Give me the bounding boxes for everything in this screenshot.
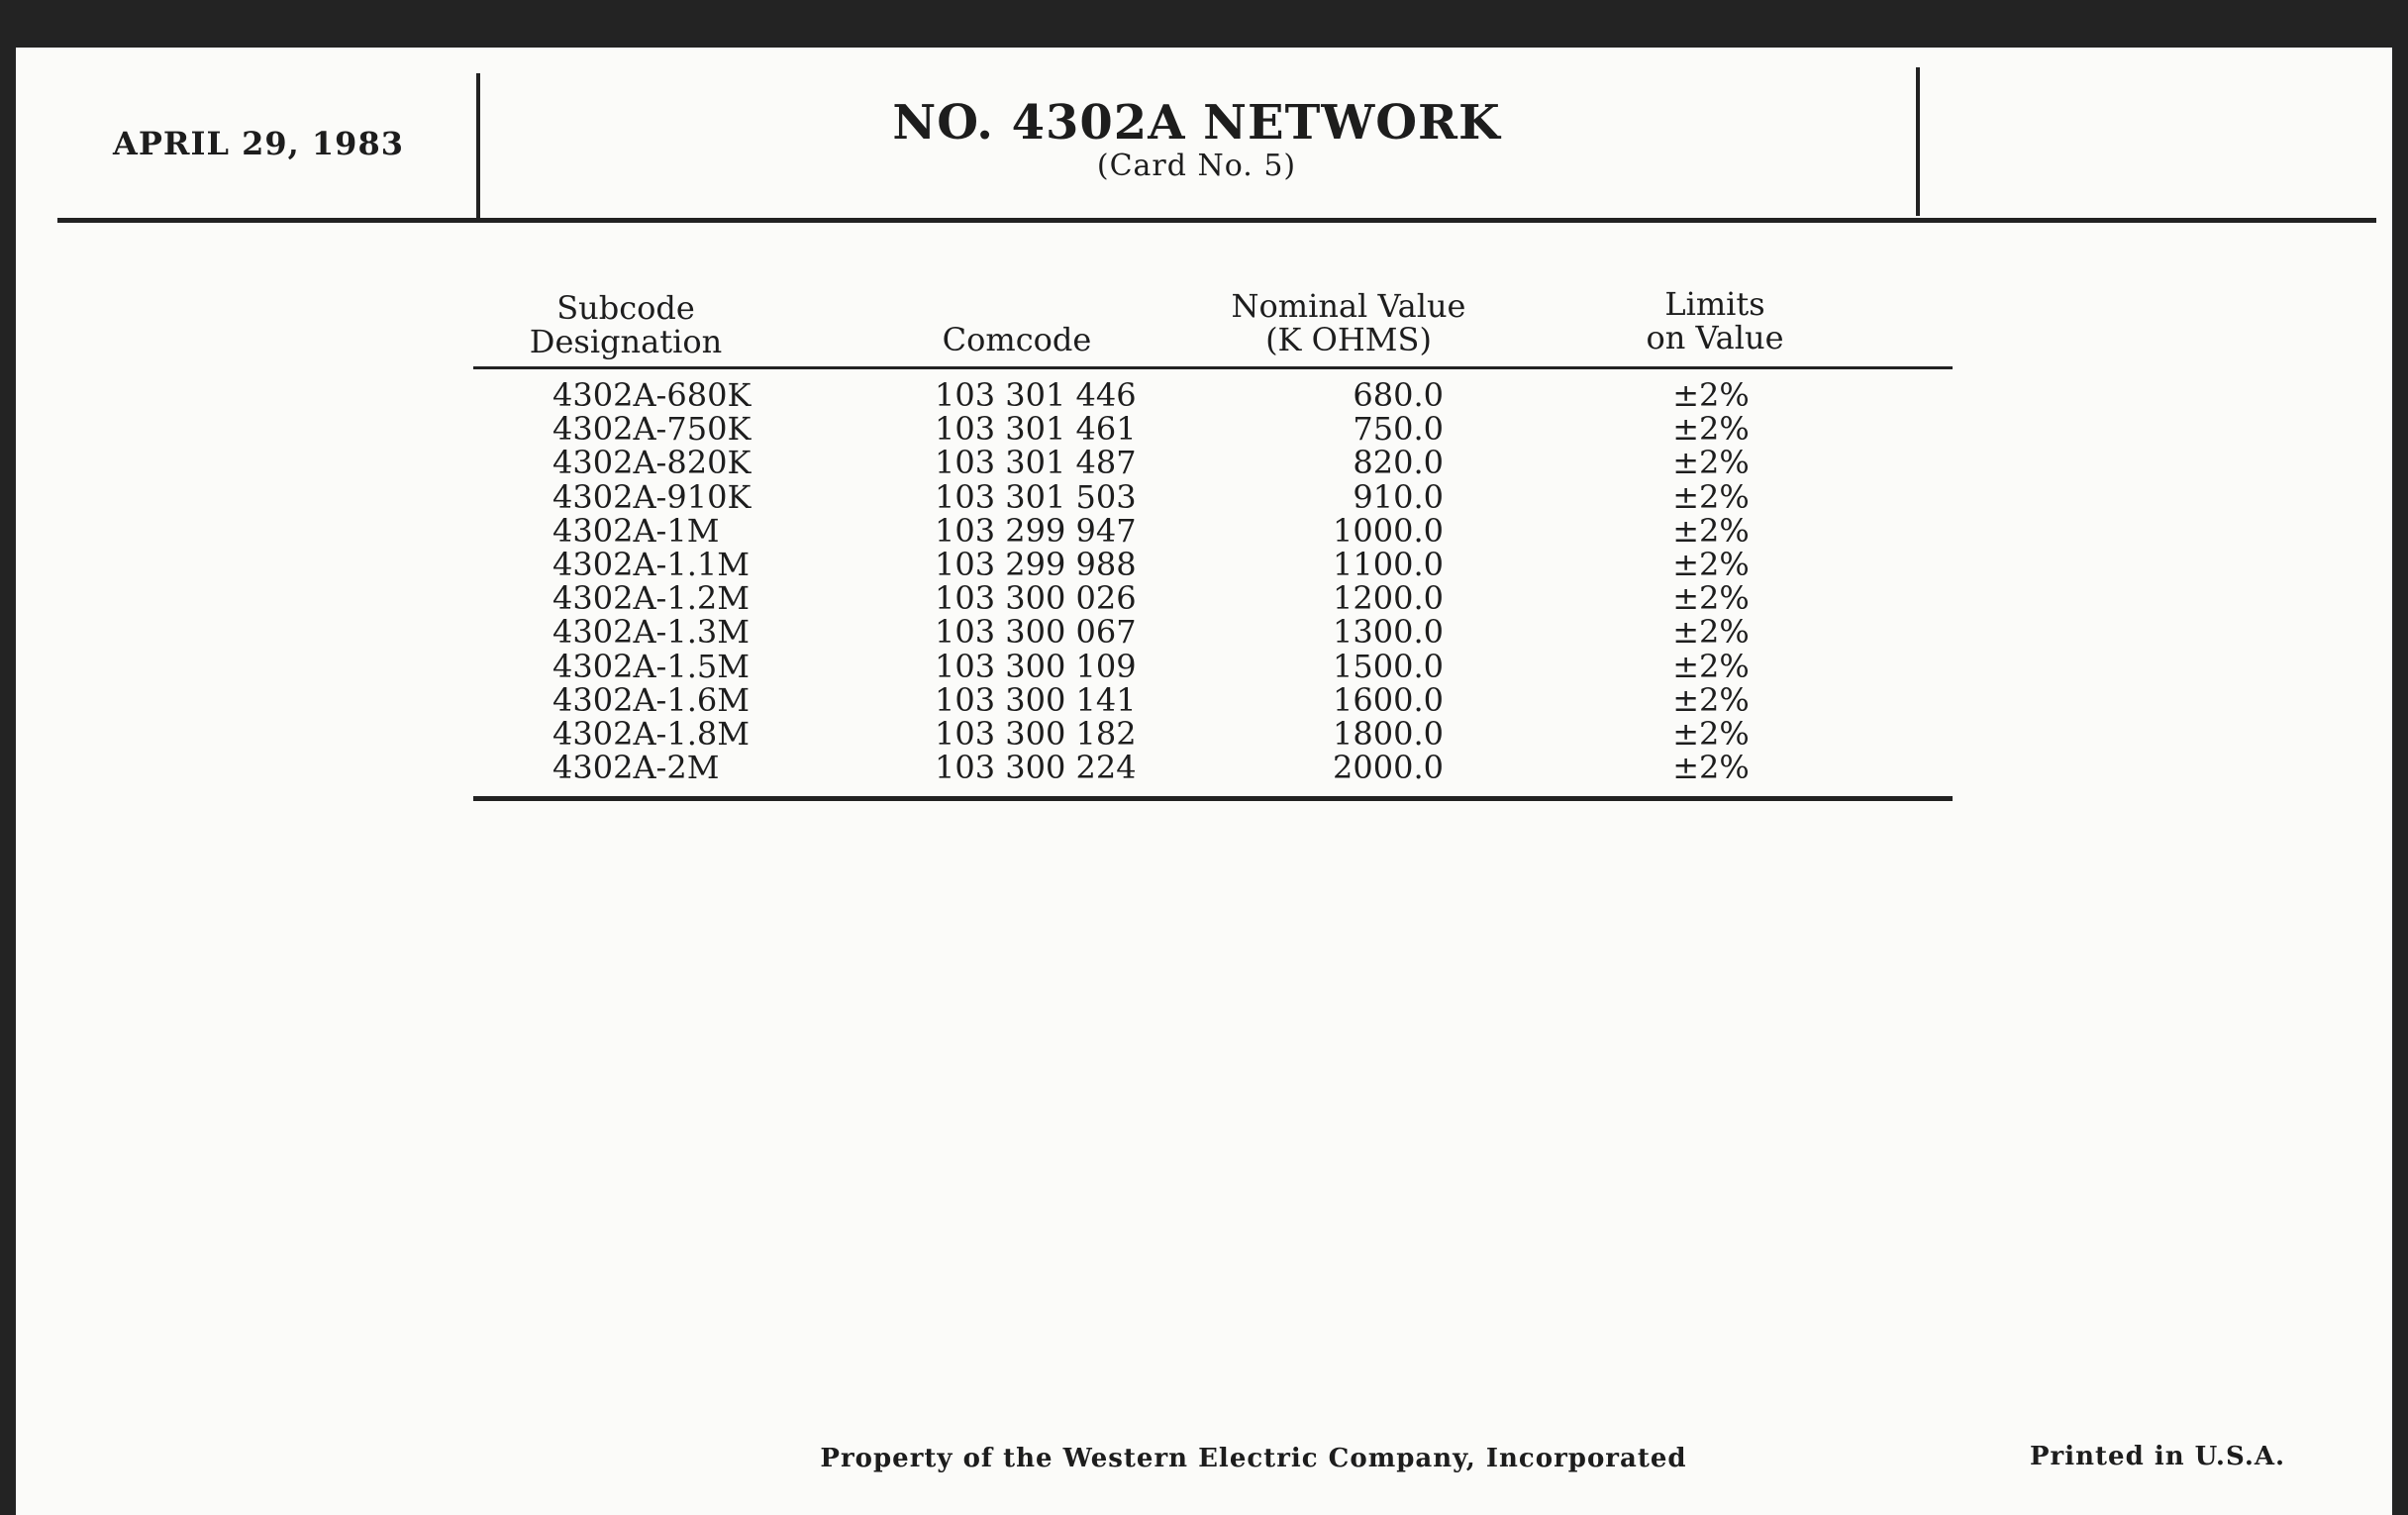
- table-row: [473, 545, 1953, 583]
- cell-limit: ±2%: [1672, 680, 1750, 719]
- table-body: [473, 376, 1953, 787]
- table-row: [473, 410, 1953, 449]
- document-card: [16, 48, 2392, 1515]
- cell-comcode: 103 300 109: [935, 647, 1137, 685]
- cell-comcode: 103 300 026: [935, 579, 1137, 618]
- cell-nominal: 1300.0: [1333, 613, 1444, 652]
- issue-date: APRIL 29, 1983: [113, 125, 404, 162]
- cell-comcode: 103 299 988: [935, 545, 1137, 583]
- cell-nominal: 820.0: [1353, 444, 1444, 482]
- cell-comcode: 103 301 487: [935, 444, 1137, 482]
- cell-subcode: 4302A-1.6M: [552, 680, 751, 719]
- column-header-subcode: [477, 291, 774, 358]
- table-row: [473, 647, 1953, 685]
- header-divider-right: [1916, 67, 1920, 216]
- cell-limit: ±2%: [1672, 477, 1750, 516]
- table-row: [473, 444, 1953, 482]
- cell-limit: ±2%: [1672, 410, 1750, 449]
- cell-subcode: 4302A-1.2M: [552, 579, 751, 618]
- cell-limit: ±2%: [1672, 376, 1750, 414]
- header-divider-left: [476, 73, 480, 218]
- cell-limit: ±2%: [1672, 579, 1750, 618]
- cell-nominal: 750.0: [1353, 410, 1444, 449]
- cell-nominal: 910.0: [1353, 477, 1444, 516]
- column-header-nominal-line2: (K OHMS): [1265, 321, 1432, 358]
- cell-nominal: 1500.0: [1333, 647, 1444, 685]
- cell-nominal: 680.0: [1353, 376, 1444, 414]
- table-row: [473, 477, 1953, 516]
- cell-subcode: 4302A-910K: [552, 477, 752, 516]
- cell-subcode: 4302A-2M: [552, 749, 720, 787]
- cell-subcode: 4302A-680K: [552, 376, 752, 414]
- table-row: [473, 378, 1953, 412]
- table-row: [473, 579, 1953, 618]
- cell-comcode: 103 301 446: [935, 376, 1137, 414]
- cell-limit: ±2%: [1672, 545, 1750, 583]
- table-header-rule: [473, 366, 1953, 369]
- printed-notice: Printed in U.S.A.: [2030, 1442, 2286, 1471]
- cell-comcode: 103 301 503: [935, 477, 1137, 516]
- table-row: [473, 613, 1953, 652]
- table-bottom-rule: [473, 796, 1953, 801]
- table-row: [473, 714, 1953, 753]
- header-rule: [57, 218, 2376, 223]
- cell-subcode: 4302A-750K: [552, 410, 752, 449]
- table-row: [473, 511, 1953, 550]
- table-row: [473, 749, 1953, 787]
- property-notice: Property of the Western Electric Company, Incorporated: [820, 1444, 1687, 1473]
- column-header-comcode: Comcode: [942, 321, 1092, 358]
- document-title: NO. 4302A NETWORK: [892, 95, 1501, 151]
- cell-nominal: 2000.0: [1333, 749, 1444, 787]
- cell-comcode: 103 301 461: [935, 410, 1137, 449]
- cell-limit: ±2%: [1672, 714, 1750, 753]
- column-header-nominal-line1: Nominal Value: [1231, 287, 1466, 325]
- cell-limit: ±2%: [1672, 444, 1750, 482]
- column-header-limits-line1: Limits: [1664, 285, 1765, 323]
- cell-nominal: 1800.0: [1333, 714, 1444, 753]
- cell-comcode: 103 300 141: [935, 680, 1137, 719]
- cell-limit: ±2%: [1672, 647, 1750, 685]
- cell-subcode: 4302A-1.3M: [552, 613, 751, 652]
- card-number: (Card No. 5): [1096, 149, 1297, 183]
- cell-limit: ±2%: [1672, 613, 1750, 652]
- column-header-limits: [1556, 287, 1873, 354]
- column-header-subcode-line2: Designation: [529, 323, 723, 360]
- cell-limit: ±2%: [1672, 749, 1750, 787]
- column-header-limits-line2: on Value: [1646, 319, 1784, 356]
- cell-comcode: 103 299 947: [935, 511, 1137, 550]
- cell-subcode: 4302A-1.8M: [552, 714, 751, 753]
- cell-nominal: 1200.0: [1333, 579, 1444, 618]
- cell-nominal: 1100.0: [1333, 545, 1444, 583]
- cell-comcode: 103 300 224: [935, 749, 1137, 787]
- column-header-nominal: [1190, 289, 1507, 356]
- cell-comcode: 103 300 182: [935, 714, 1137, 753]
- cell-comcode: 103 300 067: [935, 613, 1137, 652]
- cell-limit: ±2%: [1672, 511, 1750, 550]
- cell-nominal: 1000.0: [1333, 511, 1444, 550]
- cell-subcode: 4302A-1.1M: [552, 545, 751, 583]
- cell-subcode: 4302A-820K: [552, 444, 752, 482]
- column-header-subcode-line1: Subcode: [556, 289, 695, 327]
- table-row: [473, 680, 1953, 719]
- cell-subcode: 4302A-1M: [552, 511, 720, 550]
- cell-subcode: 4302A-1.5M: [552, 647, 751, 685]
- cell-nominal: 1600.0: [1333, 680, 1444, 719]
